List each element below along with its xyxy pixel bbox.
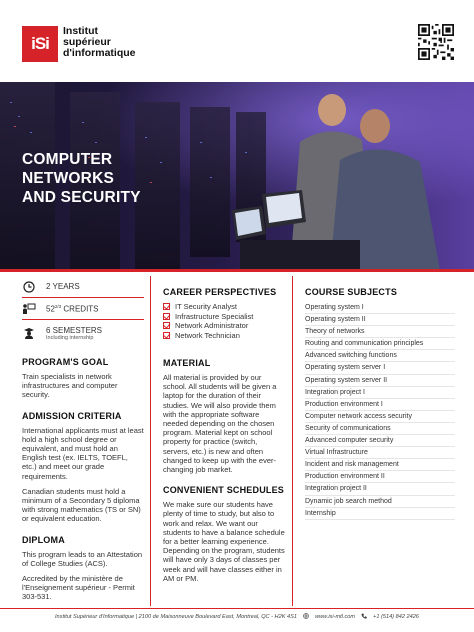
- program-goal-text: Train specialists in network infrastructures and computer security.: [22, 372, 118, 400]
- footer-divider: [0, 608, 474, 609]
- admission-canadian: Canadian students must hold a minimum of a Secondary 5 diploma with strong mathematics (TS or SN) or equivalent education.: [22, 486, 141, 524]
- career-item: Network Administrator: [163, 321, 285, 331]
- credits-value: $52^{2/3}$ CREDITS: [46, 303, 99, 314]
- program-goal-heading: PROGRAM'S GOAL: [22, 357, 109, 367]
- footer-address: Institut Supérieur d'Informatique | 2100 de Maisonneuve Boulevard East, Montreal, QC - H2K 4S1: [55, 614, 297, 620]
- credits-row: [22, 298, 144, 320]
- column-left: [22, 276, 144, 608]
- program-title-line-2: NETWORKS: [22, 170, 115, 187]
- career-item: IT Security Analyst: [163, 302, 285, 312]
- subject-item: Operating system server II: [305, 375, 455, 387]
- column-right: [305, 276, 455, 520]
- presentation-icon: [22, 302, 36, 316]
- semesters-note: Including internship: [46, 334, 94, 341]
- graduate-icon: [22, 326, 36, 340]
- material-heading: MATERIAL: [163, 358, 211, 368]
- diploma-heading: DIPLOMA: [22, 534, 65, 545]
- subject-item: Operating system I: [305, 302, 455, 314]
- checkbox-icon: [163, 313, 170, 320]
- semesters-value: 6 SEMESTERS Including internship: [46, 325, 103, 341]
- subject-item: Computer network access security: [305, 411, 455, 423]
- checkbox-icon: [163, 332, 170, 339]
- column-middle: [163, 276, 285, 589]
- career-item: Network Technician: [163, 331, 285, 341]
- career-list: [163, 302, 285, 340]
- subject-item: Operating system server I: [305, 362, 455, 374]
- subject-item: Theory of networks: [305, 326, 455, 338]
- diploma-accreditation: Accredited by the ministère de l'Enseignement supérieur - Permit 303-531.: [22, 574, 135, 602]
- phone-icon: [361, 613, 367, 621]
- subject-item: Incident and risk management: [305, 459, 455, 471]
- institute-name: [63, 26, 136, 59]
- footer: [55, 613, 419, 621]
- schedules-text: We make sure our students have plenty of time to study, but also to work and relax. We want our students to have a balance schedule for a better learning experience. Depending on the program, students will have only 3 days of classes per week and will have classes either in AM or PM.: [163, 500, 285, 583]
- subject-item: Advanced computer security: [305, 435, 455, 447]
- header: [0, 0, 474, 82]
- subject-item: Operating system II: [305, 314, 455, 326]
- semesters-row: [22, 320, 144, 346]
- logo-mark: iSi: [31, 34, 49, 53]
- subject-item: Dynamic job search method: [305, 496, 455, 508]
- clock-icon: [22, 280, 36, 294]
- subject-item: Integration project II: [305, 483, 455, 495]
- program-title-line-3: AND SECURITY: [22, 189, 141, 206]
- footer-website-link[interactable]: www.isi-mtl.com: [314, 614, 356, 620]
- institute-name-line-2: supérieur: [63, 36, 111, 48]
- subjects-list: [305, 302, 455, 520]
- subject-item: Integration project I: [305, 387, 455, 399]
- duration-row: [22, 276, 144, 298]
- admission-heading: ADMISSION CRITERIA: [22, 410, 122, 421]
- program-title-line-1: COMPUTER: [22, 151, 113, 168]
- subject-item: Routing and communication principles: [305, 338, 455, 350]
- subject-item: Advanced switching functions: [305, 350, 455, 362]
- section-divider: [0, 269, 474, 272]
- subject-item: Internship: [305, 508, 455, 520]
- subject-item: Security of communications: [305, 423, 455, 435]
- material-text: All material is provided by our school. All students will be given a laptop for the duration of their studies. We will also provide them with the appropriate software needed depending on the chosen program. Material kept on school property for practice (switch, servers, etc.) is new and often changed to keep up with the ever-changing job market.: [163, 373, 277, 475]
- column-divider-2: [292, 276, 293, 606]
- qr-code-icon[interactable]: [418, 24, 454, 60]
- institute-name-line-3: d'informatique: [63, 47, 136, 59]
- subject-item: Production environment II: [305, 471, 455, 483]
- isi-logo[interactable]: [22, 26, 58, 62]
- diploma-text: This program leads to an Attestation of College Studies (ACS).: [22, 549, 143, 568]
- career-heading: CAREER PERSPECTIVES: [163, 287, 277, 297]
- program-title: [22, 150, 141, 207]
- footer-phone[interactable]: +1 (514) 842 2426: [373, 614, 419, 620]
- subject-item: Production environment I: [305, 399, 455, 411]
- checkbox-icon: [163, 322, 170, 329]
- globe-icon: [303, 613, 309, 621]
- schedules-heading: CONVENIENT SCHEDULES: [163, 485, 285, 496]
- subject-item: Virtual Infrastructure: [305, 447, 455, 459]
- column-divider-1: [150, 276, 151, 606]
- institute-name-line-1: Institut: [63, 25, 98, 37]
- admission-international: International applicants must at least hold a high school degree or equivalent, and must hold an English test (ex. IELTS, TOEFL, etc.) and meet our grade requirements.: [22, 425, 144, 481]
- subjects-heading: COURSE SUBJECTS: [305, 287, 398, 297]
- hero-image: [0, 82, 474, 270]
- career-item: Infrastructure Specialist: [163, 312, 285, 322]
- checkbox-icon: [163, 303, 170, 310]
- duration-value: 2 YEARS: [46, 282, 80, 291]
